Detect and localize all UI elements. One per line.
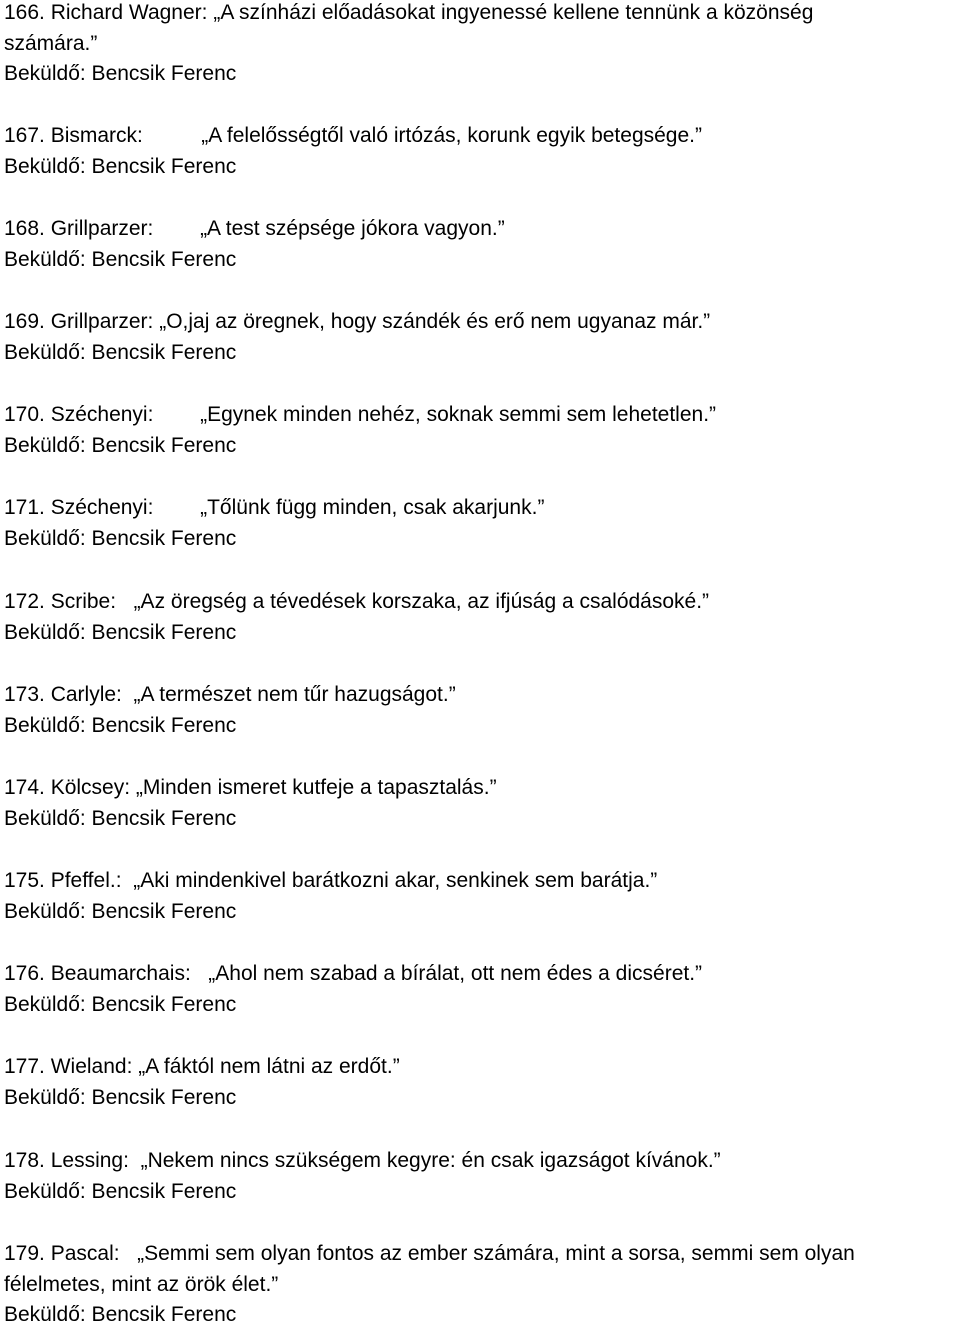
sender-line: Beküldő: Bencsik Ferenc [4,993,237,1016]
quote-line: 178. Lessing: „Nekem nincs szükségem kegyre: én csak igazságot kívánok.” [4,1149,721,1172]
quote-line: számára.” [4,32,98,55]
quote-line: 168. Grillparzer: „A test szépsége jókora vagyon.” [4,217,505,240]
quote-line: 179. Pascal: „Semmi sem olyan fontos az ember számára, mint a sorsa, semmi sem olyan [4,1242,855,1265]
quote-line: 176. Beaumarchais: „Ahol nem szabad a bírálat, ott nem édes a dicséret.” [4,962,703,985]
sender-line: Beküldő: Bencsik Ferenc [4,527,237,550]
sender-line: Beküldő: Bencsik Ferenc [4,434,237,457]
quote-line: 171. Széchenyi: „Tőlünk függ minden, csak akarjunk.” [4,496,545,519]
quote-line: 173. Carlyle: „A természet nem tűr hazugságot.” [4,683,456,706]
quote-line: 175. Pfeffel.: „Aki mindenkivel barátkozni akar, senkinek sem barátja.” [4,869,658,892]
quote-line: 172. Scribe: „Az öregség a tévedések korszaka, az ifjúság a csalódásoké.” [4,590,710,613]
sender-line: Beküldő: Bencsik Ferenc [4,714,237,737]
quote-line: félelmetes, mint az örök élet.” [4,1273,279,1296]
sender-line: Beküldő: Bencsik Ferenc [4,1086,237,1109]
quote-line: 170. Széchenyi: „Egynek minden nehéz, soknak semmi sem lehetetlen.” [4,403,717,426]
sender-line: Beküldő: Bencsik Ferenc [4,1180,237,1203]
quote-line: 166. Richard Wagner: „A színházi előadásokat ingyenessé kellene tennünk a közönség [4,1,814,24]
sender-line: Beküldő: Bencsik Ferenc [4,621,237,644]
sender-line: Beküldő: Bencsik Ferenc [4,248,237,271]
sender-line: Beküldő: Bencsik Ferenc [4,1303,237,1326]
quote-line: 177. Wieland: „A fáktól nem látni az erdőt.” [4,1055,400,1078]
sender-line: Beküldő: Bencsik Ferenc [4,62,237,85]
sender-line: Beküldő: Bencsik Ferenc [4,341,237,364]
quote-line: 174. Kölcsey: „Minden ismeret kutfeje a tapasztalás.” [4,776,497,799]
sender-line: Beküldő: Bencsik Ferenc [4,807,237,830]
sender-line: Beküldő: Bencsik Ferenc [4,900,237,923]
quote-line: 169. Grillparzer: „O,jaj az öregnek, hogy szándék és erő nem ugyanaz már.” [4,310,711,333]
sender-line: Beküldő: Bencsik Ferenc [4,155,237,178]
quote-line: 167. Bismarck: „A felelősségtől való irtózás, korunk egyik betegsége.” [4,124,702,147]
